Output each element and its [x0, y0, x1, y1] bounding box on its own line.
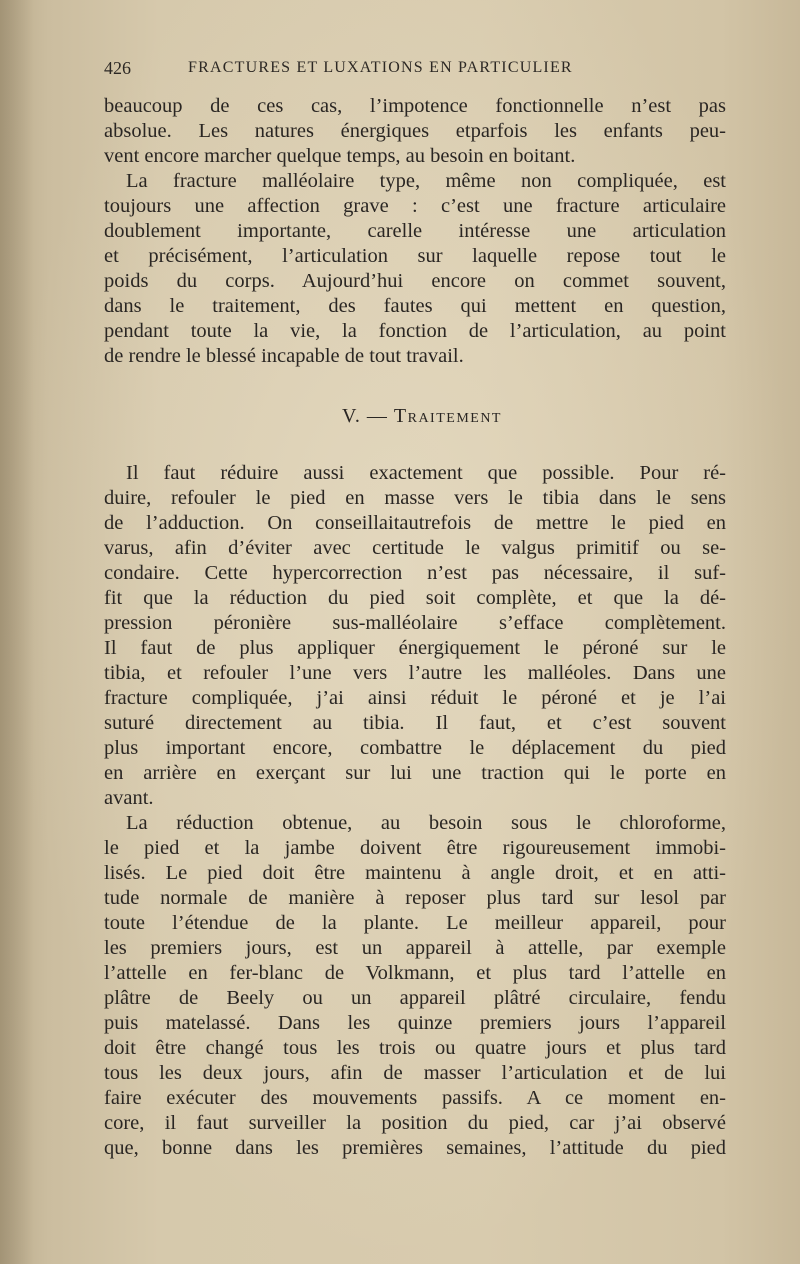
- paragraph-1: [104, 94, 726, 169]
- text-line: condaire. Cette hypercorrection n’est pas nécessaire, il suf-: [104, 562, 726, 584]
- section-number: V. —: [342, 405, 388, 427]
- text-line: beaucoup de ces cas, l’impotence fonctionnelle n’est pas: [104, 95, 726, 117]
- text-line: dans le traitement, des fautes qui mettent en question,: [104, 295, 726, 317]
- text-line: doublement importante, carelle intéresse une articulation: [104, 220, 726, 242]
- text-line: les premiers jours, est un appareil à attelle, par exemple: [104, 937, 726, 959]
- text-line: fit que la réduction du pied soit complète, et que la dé-: [104, 587, 726, 609]
- text-line: varus, afin d’éviter avec certitude le valgus primitif ou se-: [104, 537, 726, 559]
- text-line: Il faut réduire aussi exactement que possible. Pour ré-: [126, 462, 726, 484]
- paragraph-2: [104, 169, 726, 369]
- text-line: plus important encore, combattre le déplacement du pied: [104, 737, 726, 759]
- text-line: poids du corps. Aujourd’hui encore on commet souvent,: [104, 270, 726, 292]
- text-line: La fracture malléolaire type, même non compliquée, est: [126, 170, 726, 192]
- text-line: tude normale de manière à reposer plus tard sur lesol par: [104, 887, 726, 909]
- text-line: faire exécuter des mouvements passifs. A ce moment en-: [104, 1087, 726, 1109]
- text-line: suturé directement au tibia. Il faut, et c’est souvent: [104, 712, 726, 734]
- text-line: La réduction obtenue, au besoin sous le chloroforme,: [126, 812, 726, 834]
- text-line: que, bonne dans les premières semaines, l’attitude du pied: [104, 1137, 726, 1159]
- text-line: de l’adduction. On conseillaitautrefois de mettre le pied en: [104, 512, 726, 534]
- page-number: 426: [104, 58, 131, 78]
- text-line: puis matelassé. Dans les quinze premiers jours l’appareil: [104, 1012, 726, 1034]
- text-line: pression péronière sus-malléolaire s’efface complètement.: [104, 612, 726, 634]
- text-line: absolue. Les natures énergiques etparfois les enfants peu-: [104, 120, 726, 142]
- text-line: l’attelle en fer-blanc de Volkmann, et plus tard l’attelle en: [104, 962, 726, 984]
- text-line: en arrière en exerçant sur lui une traction qui le porte en: [104, 762, 726, 784]
- body-text: [104, 94, 726, 1161]
- section-title: Traitement: [393, 405, 502, 427]
- text-line: doit être changé tous les trois ou quatre jours et plus tard: [104, 1037, 726, 1059]
- paragraph-3: [104, 461, 726, 811]
- section-heading: [104, 404, 726, 429]
- text-line: tous les deux jours, afin de masser l’articulation et de lui: [104, 1062, 726, 1084]
- text-line: Il faut de plus appliquer énergiquement le péroné sur le: [104, 637, 726, 659]
- text-line: fracture compliquée, j’ai ainsi réduit le péroné et je l’ai: [104, 687, 726, 709]
- text-line: toujours une affection grave : c’est une fracture articulaire: [104, 195, 726, 217]
- text-line: le pied et la jambe doivent être rigoureusement immobi-: [104, 837, 726, 859]
- text-line: pendant toute la vie, la fonction de l’articulation, au point: [104, 320, 726, 342]
- text-line: core, il faut surveiller la position du pied, car j’ai observé: [104, 1112, 726, 1134]
- paragraph-4: [104, 811, 726, 1161]
- text-line: duire, refouler le pied en masse vers le tibia dans le sens: [104, 487, 726, 509]
- running-head: [104, 58, 724, 84]
- text-line: de rendre le blessé incapable de tout travail.: [104, 345, 464, 367]
- text-line: et précisément, l’articulation sur laquelle repose tout le: [104, 245, 726, 267]
- text-line: tibia, et refouler l’une vers l’autre les malléoles. Dans une: [104, 662, 726, 684]
- text-line: lisés. Le pied doit être maintenu à angle droit, et en atti-: [104, 862, 726, 884]
- running-title: FRACTURES ET LUXATIONS EN PARTICULIER: [188, 59, 573, 76]
- text-line: plâtre de Beely ou un appareil plâtré circulaire, fendu: [104, 987, 726, 1009]
- text-line: vent encore marcher quelque temps, au besoin en boitant.: [104, 145, 576, 167]
- text-line: avant.: [104, 787, 154, 809]
- text-line: toute l’étendue de la plante. Le meilleur appareil, pour: [104, 912, 726, 934]
